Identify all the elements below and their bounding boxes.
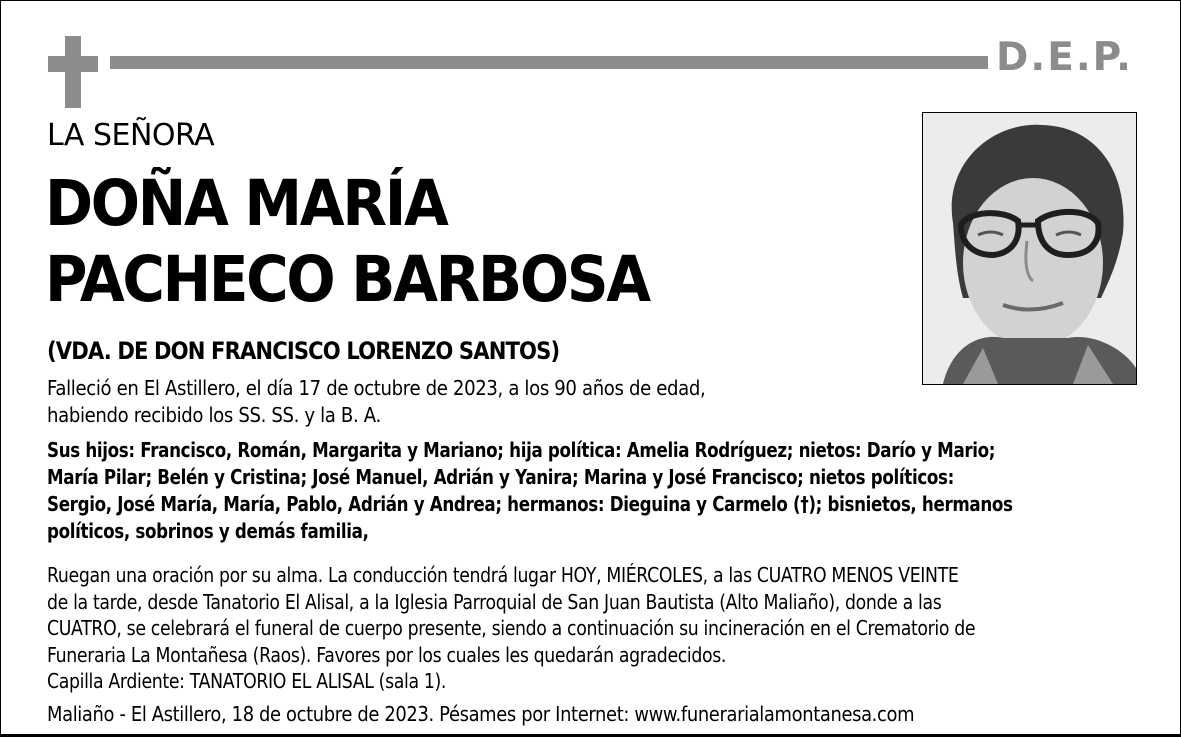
name-line-1: DOÑA MARÍA — [45, 167, 447, 240]
widow-of: (VDA. DE DON FRANCISCO LORENZO SANTOS) — [47, 337, 560, 365]
ceremony-line: Capilla Ardiente: TANATORIO EL ALISAL (sala 1). — [47, 669, 447, 694]
deceased-name — [45, 166, 649, 318]
ceremony-line: de la tarde, desde Tanatorio El Alisal, a la Iglesia Parroquial de San Juan Bautista (Alto Maliaño), donde a las — [47, 589, 942, 614]
family-line: Sergio, José María, María, Pablo, Adrián y Andrea; hermanos: Dieguina y Carmelo (†); bisnietos, hermanos — [47, 492, 1013, 516]
dep-label: D.E.P. — [996, 35, 1133, 80]
ceremony-details — [47, 562, 975, 695]
portrait-illustration — [923, 113, 1136, 384]
title-prefix: LA SEÑORA — [47, 118, 215, 153]
death-notice — [47, 375, 705, 429]
footer-line: Maliaño - El Astillero, 18 de octubre de 2023. Pésames por Internet: www.funerarialamontanesa.com — [47, 702, 915, 726]
family-line: políticos, sobrinos y demás familia, — [47, 519, 369, 543]
header-rule — [110, 56, 988, 69]
family-line: Sus hijos: Francisco, Román, Margarita y Mariano; hija política: Amelia Rodríguez; nietos: Darío y Mario; — [47, 438, 996, 462]
ceremony-line: Funeraria La Montañesa (Raos). Favores por los cuales les quedarán agradecidos. — [47, 642, 727, 667]
name-line-2: PACHECO BARBOSA — [45, 243, 649, 316]
family-line: María Pilar; Belén y Cristina; José Manuel, Adrián y Yanira; Marina y José Francisco; nietos políticos: — [47, 465, 955, 489]
death-notice-line: habiendo recibido los SS. SS. y la B. A. — [47, 403, 381, 427]
portrait-photo — [922, 112, 1137, 385]
ceremony-line: CUATRO, se celebrará el funeral de cuerpo presente, siendo a continuación su incineración en el Crematorio de — [47, 616, 976, 641]
death-notice-line: Falleció en El Astillero, el día 17 de octubre de 2023, a los 90 años de edad, — [47, 376, 706, 400]
family-list — [47, 437, 1013, 545]
ceremony-line: Ruegan una oración por su alma. La conducción tendrá lugar HOY, MIÉRCOLES, a las CUATRO MENOS VEINTE — [47, 563, 959, 587]
cross-icon — [48, 36, 98, 108]
